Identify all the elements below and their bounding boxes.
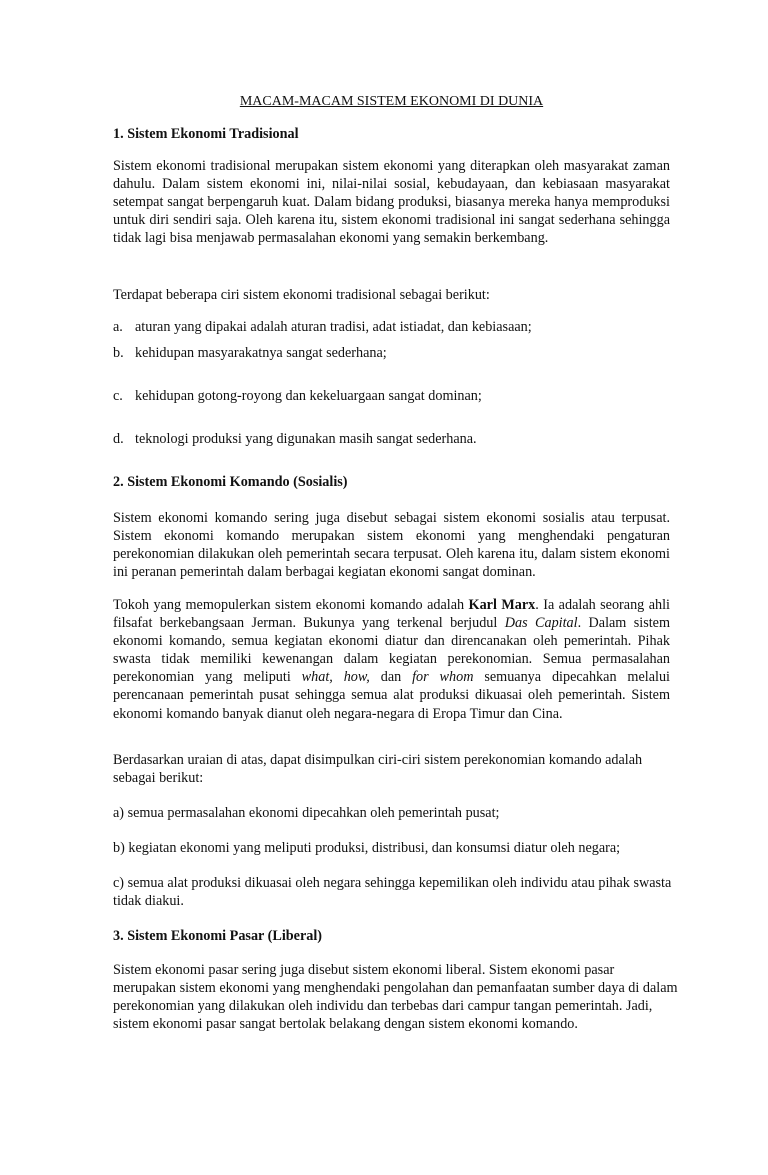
- list-item: a) semua permasalahan ekonomi dipecahkan oleh pemerintah pusat;: [113, 805, 500, 821]
- list-item: [113, 344, 387, 362]
- section-1-paragraph: Sistem ekonomi tradisional merupakan sistem ekonomi yang diterapkan oleh masyarakat zaman dahulu. Dalam sistem ekonomi ini, nilai-nilai sosial, kebudayaan, dan kebiasaan masyarakat setempat sangat berpengaruh kuat. Dalam bidang produksi, biasanya mereka hanya memproduksi untuk diri sendiri saja. Oleh karena itu, sistem ekonomi tradisional ini sangat sederhana sehingga tidak lagi bisa menjawab permasalahan ekonomi yang semakin berkembang.: [113, 158, 670, 247]
- section-2-paragraph-1: Sistem ekonomi komando sering juga disebut sebagai sistem ekonomi sosialis atau terpusat. Sistem ekonomi komando merupakan sistem ekonomi yang menghendaki pengaturan perekonomian dilakukan oleh pemerintah secara terpusat. Oleh karena itu, dalam sistem ekonomi ini peranan pemerintah dalam berbagai kegiatan ekonomi sangat dominan.: [113, 510, 670, 581]
- list-item-text: kehidupan masyarakatnya sangat sederhana;: [135, 345, 387, 361]
- section-2-paragraph-3: Berdasarkan uraian di atas, dapat disimpulkan ciri-ciri sistem perekonomian komando adalah sebagai berikut:: [113, 752, 643, 787]
- list-item: c) semua alat produksi dikuasai oleh negara sehingga kepemilikan oleh individu atau pihak swasta tidak diakui.: [113, 875, 672, 910]
- list-item-text: aturan yang dipakai adalah aturan tradisi, adat istiadat, dan kebiasaan;: [135, 319, 532, 335]
- document-title: MACAM-MACAM SISTEM EKONOMI DI DUNIA: [239, 94, 544, 109]
- section-3-paragraph: Sistem ekonomi pasar sering juga disebut sistem ekonomi liberal. Sistem ekonomi pasar merupakan sistem ekonomi yang menghendaki pengolahan dan pemanfaatan sumber daya di dalam perekonomian yang dilakukan oleh individu dan terbebas dari campur tangan pemerintah. Jadi, sistem ekonomi pasar sangat bertolak belakang dengan sistem ekonomi komando.: [113, 962, 678, 1033]
- karl-marx-name: Karl Marx: [468, 597, 536, 613]
- list-marker: d.: [113, 431, 124, 447]
- section-2-heading: 2. Sistem Ekonomi Komando (Sosialis): [113, 474, 348, 490]
- section-1-list-intro: Terdapat beberapa ciri sistem ekonomi tradisional sebagai berikut:: [113, 287, 490, 303]
- list-item: [113, 430, 477, 448]
- list-item-text: teknologi produksi yang digunakan masih sangat sederhana.: [135, 431, 477, 447]
- section-3-heading: 3. Sistem Ekonomi Pasar (Liberal): [113, 928, 323, 944]
- book-title: Das Capital: [504, 615, 578, 632]
- list-marker: c.: [113, 388, 123, 404]
- list-marker: b.: [113, 345, 124, 361]
- list-item: [113, 318, 532, 336]
- section-1-heading: 1. Sistem Ekonomi Tradisional: [113, 126, 299, 142]
- list-item-text: kehidupan gotong-royong dan kekeluargaan sangat dominan;: [135, 388, 482, 404]
- list-item: [113, 387, 482, 405]
- list-marker: a.: [113, 319, 123, 335]
- section-2-paragraph-2: Tokoh yang memopulerkan sistem ekonomi komando adalah Karl Marx. Ia adalah seorang ahli filsafat berkebangsaan Jerman. Bukunya yang terkenal berjudul Das Capital. Dalam sistem ekonomi komando, semua kegiatan ekonomi diatur dan direncanakan oleh pemerintah. Pihak swasta tidak memiliki kewenangan dalam kegiatan perekonomian. Semua permasalahan perekonomian yang meliputi what, how, dan for whom semuanya dipecahkan melalui perencanaan pemerintah pusat sehingga semua alat produksi dikuasai oleh pemerintah. Sistem ekonomi komando banyak dianut oleh negara-negara di Eropa Timur dan Cina.: [113, 597, 670, 722]
- list-item: b) kegiatan ekonomi yang meliputi produksi, distribusi, dan konsumsi diatur oleh negara;: [113, 840, 621, 856]
